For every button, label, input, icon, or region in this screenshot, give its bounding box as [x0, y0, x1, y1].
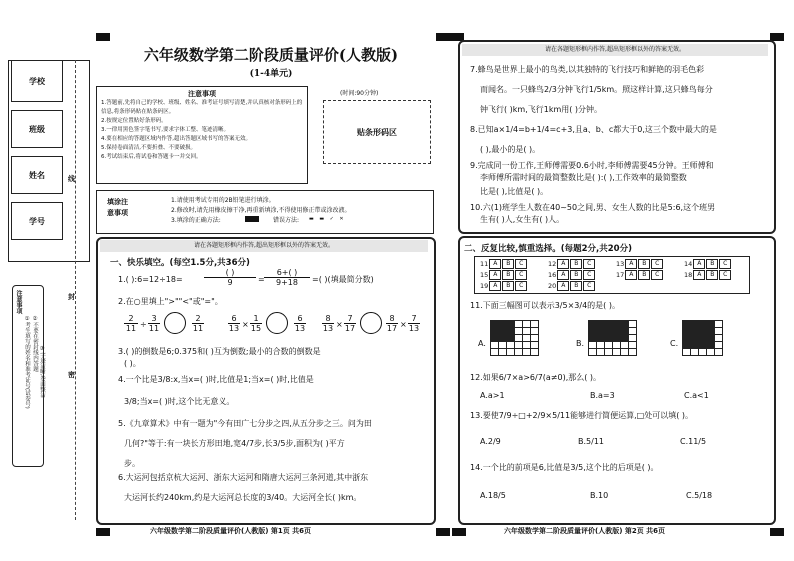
answer-bubble-c[interactable]: C	[515, 270, 527, 280]
question-6-cont: 大运河长约240km,约是大运河总长度的3/40。大运河全长( )km。	[124, 493, 362, 502]
question-9: 9.完成同一份工作,王师傅需要0.6小时,李师傅需要45分钟。王师傅和	[470, 161, 714, 170]
answer-bubble-b[interactable]: B	[570, 281, 582, 291]
answer-bubble-b[interactable]: B	[638, 270, 650, 280]
question-3: 3.( )的倒数是6;0.375和( )互为倒数;最小的合数的倒数是	[118, 347, 321, 356]
notice-item: 3.一律用黑色签字笔书写,要求字体工整、笔迹清晰。	[101, 127, 229, 133]
answer-item-15	[480, 270, 527, 280]
registration-mark	[96, 528, 110, 536]
answer-number: 14	[684, 260, 693, 268]
answer-item-20	[548, 281, 595, 291]
answer-item-16	[548, 270, 595, 280]
q1-equals: =	[258, 275, 265, 284]
answer-item-11	[480, 259, 527, 269]
q1-tail: =( )(填最简分数)	[312, 275, 374, 284]
question-7-cont: 而闻名。一只蜂鸟2/3分钟飞行1/5km。照这样计算,这只蜂鸟每分	[480, 85, 713, 94]
answer-bubble-a[interactable]: A	[557, 259, 569, 269]
question-12: 12.如果6/7×a>6/7(a≠0),那么( )。	[470, 373, 602, 382]
notice-box	[96, 86, 308, 184]
answer-bubble-a[interactable]: A	[489, 259, 501, 269]
answer-bubble-a[interactable]: A	[489, 281, 501, 291]
notice-item: 1.答题前,先将自己的学校、班级、姓名、准考证号填写清楚,并认真核对条形码上的信息,将条形码贴在贴条码区。	[101, 100, 303, 115]
name-label: 姓名	[11, 156, 63, 194]
registration-mark	[770, 528, 784, 536]
answer-number: 12	[548, 260, 557, 268]
question-6: 6.大运河包括京杭大运河、浙东大运河和隋唐大运河三条河道,其中浙东	[118, 473, 369, 482]
question-2: 2.在○里填上">""<"或"="。	[118, 297, 223, 306]
answer-number: 15	[480, 271, 489, 279]
section1-title: 一、快乐填空。(每空1.5分,共36分)	[110, 258, 250, 268]
question-9-cont: 李师傅所需时间的最简整数比是( ):( ),工作效率的最简整数	[480, 173, 687, 182]
notice-item: 2.按规定位置贴好条形码。	[101, 118, 167, 124]
question-5-cont2: 步。	[124, 459, 140, 468]
answer-item-13	[616, 259, 663, 269]
answer-bubble-a[interactable]: A	[489, 270, 501, 280]
question-7-cont2: 钟飞行( )km,飞行1km用( )分钟。	[480, 105, 603, 114]
notice-item: 5.保持卷面清洁,不要折叠、不要破损。	[101, 145, 196, 151]
answer-number: 11	[480, 260, 489, 268]
answer-bubble-a[interactable]: A	[625, 259, 637, 269]
question-13: 13.要使7/9÷□+2/9×5/11能够进行简便运算,□处可以填( )。	[470, 411, 693, 420]
question-5: 5.《九章算术》中有一题为"今有田广七分步之四,从五分步之三。问为田	[118, 419, 372, 428]
question-1: 1.( ):6=12÷18=	[118, 275, 183, 284]
question-8-cont: ( ),最小的是( )。	[480, 145, 541, 154]
answer-bubble-b[interactable]: B	[706, 259, 718, 269]
compare-circle[interactable]	[164, 312, 186, 334]
q13-option-c[interactable]: C.11/5	[680, 437, 707, 446]
registration-mark	[436, 33, 450, 41]
footer-page-1: 六年级数学第二阶段质量评价(人教版) 第1页 共6页	[150, 527, 312, 535]
answer-bubble-a[interactable]: A	[557, 270, 569, 280]
notice-list	[97, 99, 307, 162]
answer-bubble-c[interactable]: C	[515, 259, 527, 269]
answer-bubble-c[interactable]: C	[583, 281, 595, 291]
footer-page-2: 六年级数学第二阶段质量评价(人教版) 第2页 共6页	[504, 527, 666, 535]
question-8: 8.已知a×1/4=b+1/4=c+3,且a、b、c都大于0,这三个数中最大的是	[470, 125, 717, 134]
answer-bubble-c[interactable]: C	[515, 281, 527, 291]
registration-mark	[96, 33, 110, 41]
q11-option-b[interactable]: B.	[576, 339, 585, 348]
school-label: 学校	[11, 60, 63, 102]
section2-title: 二、反复比较,慎重选择。(每题2分,共20分)	[464, 244, 632, 254]
question-14: 14.一个比的前项是6,比值是3/5,这个比的后项是( )。	[470, 463, 659, 472]
answer-number: 18	[684, 271, 693, 279]
seal-line-text: 密	[68, 371, 75, 379]
answer-item-17	[616, 270, 663, 280]
answer-bubble-c[interactable]: C	[719, 270, 731, 280]
question-4-cont: 3/8;当x=( )时,这个比无意义。	[124, 397, 235, 406]
question-10: 10.六(1)班学生人数在40~50之间,男、女生人数的比是5:6,这个班男	[470, 203, 716, 212]
answer-bubble-c[interactable]: C	[583, 259, 595, 269]
q1-fraction-1: ( ) 9	[204, 268, 256, 287]
q12-option-a[interactable]: A.a>1	[480, 391, 505, 400]
notice-heading: 注意事项	[188, 90, 216, 98]
q11-figure-c	[682, 320, 723, 356]
answer-bubble-a[interactable]: A	[693, 270, 705, 280]
answer-bubble-c[interactable]: C	[719, 259, 731, 269]
answer-item-12	[548, 259, 595, 269]
question-4: 4.一个比是3/8:x,当x=( )时,比值是1;当x=( )时,比值是	[118, 375, 314, 384]
answer-bubble-b[interactable]: B	[638, 259, 650, 269]
answer-bubble-a[interactable]: A	[625, 270, 637, 280]
compare-circle[interactable]	[360, 312, 382, 334]
seal-line-text: 线	[68, 175, 75, 183]
q11-option-c[interactable]: C.	[670, 339, 679, 348]
registration-mark	[452, 528, 466, 536]
exam-time: (时间:90分钟)	[340, 90, 379, 97]
answer-bubble-b[interactable]: B	[502, 270, 514, 280]
answer-number: 16	[548, 271, 557, 279]
question-10-cont: 生有( )人,女生有( )人。	[480, 215, 565, 224]
q14-option-a[interactable]: A.18/5	[480, 491, 506, 500]
q12-option-b[interactable]: B.a=3	[590, 391, 615, 400]
student-id-label: 学号	[11, 202, 63, 240]
notice-item: 4.要在相应的答题区域内作答,超出答题区域书写的答案无效。	[101, 136, 251, 142]
answer-bubble-a[interactable]: A	[557, 281, 569, 291]
answer-bubble-a[interactable]: A	[693, 259, 705, 269]
question-3-cont: ( )。	[124, 359, 141, 368]
seal-line-text: 封	[68, 293, 75, 301]
answer-item-14	[684, 259, 731, 269]
answer-bubble-c[interactable]: C	[583, 270, 595, 280]
q1-fraction-2: 6+( ) 9+18	[264, 268, 310, 287]
q14-option-b[interactable]: B.10	[590, 491, 609, 500]
answer-bubble-b[interactable]: B	[502, 259, 514, 269]
barcode-area: 贴条形码区	[323, 100, 431, 164]
answer-area-banner: 请在各题矩形框内作答,超出矩形框以外的答案无效。	[100, 240, 428, 252]
q11-figure-a	[490, 320, 539, 356]
q11-figure-b	[588, 320, 637, 356]
seal-dashed-line	[75, 60, 76, 520]
answer-item-19	[480, 281, 527, 291]
registration-mark	[436, 528, 450, 536]
q13-option-a[interactable]: A.2/9	[480, 437, 501, 446]
q2-comparisons: 2 11 ÷ 3 11 2 11 6 13 × 1 15 6 13 8 13 × 7 17 8 17 × 7 13	[125, 314, 420, 333]
answer-bubble-b[interactable]: B	[570, 270, 582, 280]
answer-bubble-b[interactable]: B	[706, 270, 718, 280]
notice-item: 6.考试结束后,将试卷和答题卡一并交回。	[101, 154, 202, 160]
question-9-cont2: 比是( ),比值是( )。	[480, 187, 549, 196]
page-subtitle: (1-4单元)	[249, 69, 293, 79]
q11-option-a[interactable]: A.	[478, 339, 486, 348]
answer-number: 19	[480, 282, 489, 290]
class-label: 班级	[11, 110, 63, 148]
answer-bubble-b[interactable]: B	[502, 281, 514, 291]
answer-bubble-b[interactable]: B	[570, 259, 582, 269]
wrong-fill-samples: ▬ ▬ ✓ ✕	[309, 216, 346, 222]
question-5-cont: 几何?"等于:有一块长方形田地,宽4/7步,长3/5步,面积为( )平方	[124, 439, 345, 448]
answer-area-banner: 请在各题矩形框内作答,超出矩形框以外的答案无效。	[462, 44, 768, 56]
answer-bubble-c[interactable]: C	[651, 259, 663, 269]
page-title: 六年级数学第二阶段质量评价(人教版)	[143, 46, 399, 64]
side-notice-box: 注意事项 ①考生填写的姓名和准考证号(试卷号) ②不要在密封线内答题 ③字迹清晰,卷面整洁	[12, 285, 44, 467]
answer-number: 17	[616, 271, 625, 279]
answer-bubble-c[interactable]: C	[651, 270, 663, 280]
question-7: 7.蜂鸟是世界上最小的鸟类,以其独特的飞行技巧和鲜艳的羽毛色彩	[470, 65, 705, 74]
question-11: 11.下面三幅图可以表示3/5×3/4的是( )。	[470, 301, 620, 310]
answer-number: 13	[616, 260, 625, 268]
answer-number: 20	[548, 282, 557, 290]
answer-item-18	[684, 270, 731, 280]
q14-option-c[interactable]: C.5/18	[686, 491, 713, 500]
q13-option-b[interactable]: B.5/11	[578, 437, 604, 446]
compare-circle[interactable]	[266, 312, 288, 334]
fill-instructions-box: 填涂注 意事项 1.请使用考试专用的2B铅笔进行填涂。 2.修改时,请先用橡皮擦干净,再重新填涂,不得使用修正带或涂改液。 3.填涂的正确方法: 错误方法: ▬ ▬ ✓ ✕	[96, 190, 434, 234]
correct-fill-sample	[245, 216, 259, 222]
q12-option-c[interactable]: C.a<1	[684, 391, 709, 400]
